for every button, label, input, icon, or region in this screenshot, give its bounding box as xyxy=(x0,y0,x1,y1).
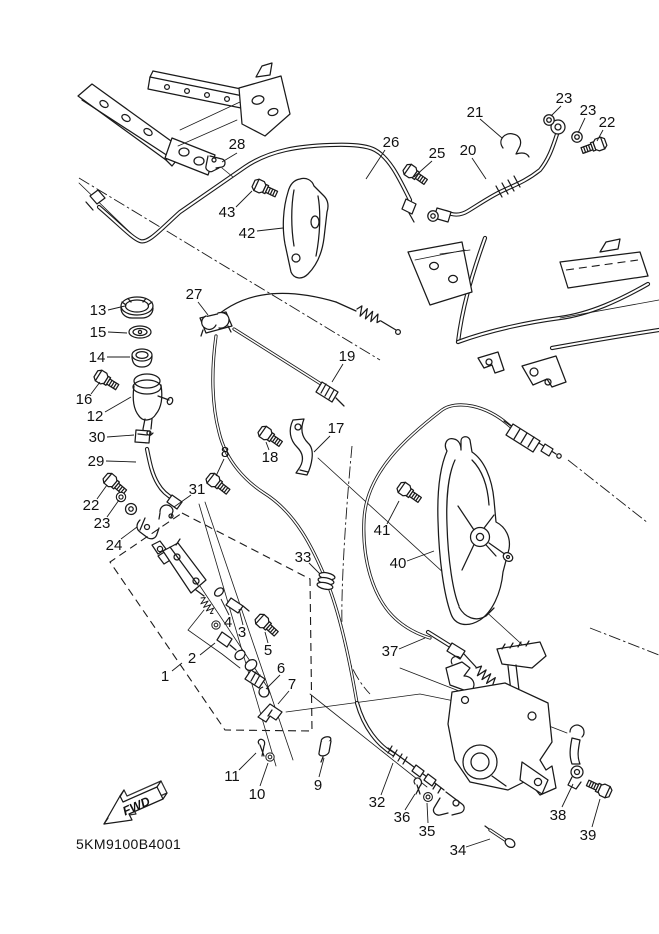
plain-washer-10 xyxy=(266,753,274,761)
hose-clip xyxy=(135,430,151,443)
callout-1: 1 xyxy=(160,668,170,685)
copper-washer-2 xyxy=(572,132,582,142)
callout-3: 3 xyxy=(237,624,247,641)
hose-eye xyxy=(126,504,137,515)
cable-grommet xyxy=(316,571,335,590)
callout-8: 8 xyxy=(220,444,230,461)
part-code: 5KM9100B4001 xyxy=(76,836,182,852)
callout-26: 26 xyxy=(382,134,400,151)
callout-7: 7 xyxy=(287,676,297,693)
callout-33: 33 xyxy=(294,549,312,566)
callout-25: 25 xyxy=(428,145,446,162)
callout-11: 11 xyxy=(224,768,240,785)
callout-23-left: 23 xyxy=(93,515,111,532)
callout-32: 32 xyxy=(368,794,386,811)
callout-21: 21 xyxy=(466,104,484,121)
callout-31: 31 xyxy=(188,481,206,498)
callout-9: 9 xyxy=(313,777,323,794)
callout-6: 6 xyxy=(276,660,286,677)
callout-37: 37 xyxy=(381,643,399,660)
washer-35 xyxy=(424,793,433,802)
callout-15: 15 xyxy=(89,324,107,341)
callout-17: 17 xyxy=(327,420,345,437)
callout-22-top: 22 xyxy=(598,114,616,131)
callout-27: 27 xyxy=(185,286,203,303)
callout-5: 5 xyxy=(263,642,273,659)
callout-42: 42 xyxy=(238,225,256,242)
callout-40: 40 xyxy=(389,555,407,572)
callout-34: 34 xyxy=(449,842,467,859)
callout-13: 13 xyxy=(89,302,107,319)
copper-washer-3 xyxy=(116,492,125,501)
callout-4: 4 xyxy=(223,614,233,631)
callout-18: 18 xyxy=(261,449,279,466)
piston-washer xyxy=(212,621,220,629)
callout-35: 35 xyxy=(418,823,436,840)
fwd-label: FWD xyxy=(120,794,153,819)
callout-30: 30 xyxy=(88,429,106,446)
callout-29: 29 xyxy=(87,453,105,470)
callout-19: 19 xyxy=(338,348,356,365)
callout-41: 41 xyxy=(373,522,391,539)
callout-43: 43 xyxy=(218,204,236,221)
callout-23-top-2: 23 xyxy=(579,102,597,119)
callout-16: 16 xyxy=(75,391,93,408)
callout-14: 14 xyxy=(88,349,106,366)
copper-washer-1 xyxy=(544,115,554,125)
diaphragm xyxy=(129,326,151,338)
callout-39: 39 xyxy=(579,827,597,844)
callout-36: 36 xyxy=(393,809,411,826)
callout-22-left: 22 xyxy=(82,497,100,514)
callout-24: 24 xyxy=(105,537,123,554)
callout-28: 28 xyxy=(228,136,246,153)
callout-12: 12 xyxy=(86,408,104,425)
callout-23-top-1: 23 xyxy=(555,90,573,107)
callout-2: 2 xyxy=(187,650,197,667)
callout-10: 10 xyxy=(248,786,266,803)
callout-38: 38 xyxy=(549,807,567,824)
callout-20: 20 xyxy=(459,142,477,159)
